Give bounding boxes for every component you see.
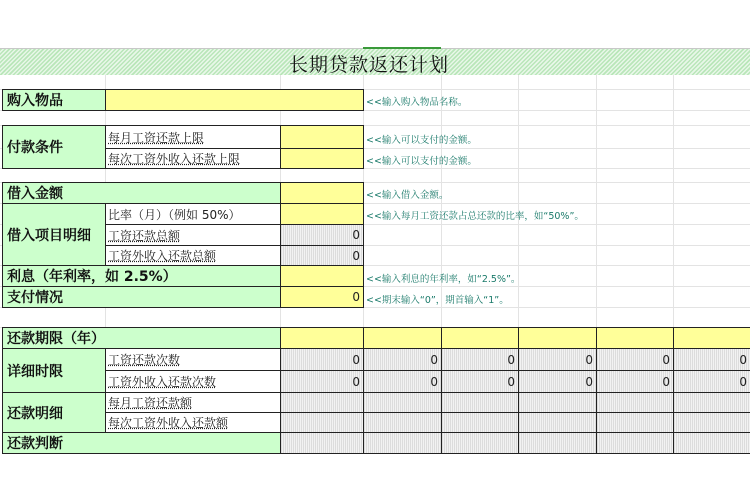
extra-income-repay-2[interactable]: [363, 412, 442, 433]
sheet-title: 长期贷款返还计划: [289, 54, 450, 76]
extra-income-repay-6[interactable]: [673, 412, 750, 433]
monthly-salary-repay-3[interactable]: [441, 392, 519, 413]
salary-repay-count-1[interactable]: 0: [280, 348, 364, 371]
purchase-label: 购入物品: [2, 89, 106, 111]
monthly-ratio-label: 比率（月）（例如 50%）: [105, 203, 281, 225]
interest-input[interactable]: [280, 265, 364, 287]
monthly-ratio-note: <<输入每月工资还款占总还款的比率，如“50%”。: [366, 211, 584, 222]
purchase-note: <<输入购入物品名称。: [366, 97, 468, 108]
loan-amount-label: 借入金额: [2, 182, 281, 204]
salary-repay-total-text: 工资还款总额: [108, 228, 181, 243]
repayment-period-year-5[interactable]: [596, 327, 674, 349]
payment-terms-label: 付款条件: [2, 125, 106, 169]
purchase-input[interactable]: [105, 89, 364, 111]
extra-repay-count-1[interactable]: 0: [280, 370, 364, 393]
monthly-salary-repay-text: 每月工资还款额: [108, 396, 193, 410]
repayment-details-label: 还款明细: [2, 392, 106, 433]
extra-income-cap-label: [105, 148, 281, 169]
payment-status-input[interactable]: 0: [280, 286, 364, 308]
salary-repay-count-label: [105, 348, 281, 371]
monthly-salary-repay-1[interactable]: [280, 392, 364, 413]
interest-label: 利息（年利率，如 2.5%）: [2, 265, 281, 287]
repayment-period-year-3[interactable]: [441, 327, 519, 349]
extra-repay-count-label: [105, 370, 281, 393]
extra-income-repay-text: 每次工资外收入还款额: [108, 416, 229, 430]
repayment-period-label: 还款期限（年）: [2, 327, 281, 349]
repayment-judgment-5[interactable]: [596, 432, 674, 454]
extra-income-repay-3[interactable]: [441, 412, 519, 433]
repayment-judgment-1[interactable]: [280, 432, 364, 454]
salary-repay-count-6[interactable]: 0: [673, 348, 750, 371]
interest-note: <<输入利息的年利率，如“2.5%”。: [366, 274, 521, 285]
extra-income-repay-4[interactable]: [518, 412, 597, 433]
repayment-period-year-1[interactable]: [280, 327, 364, 349]
monthly-salary-repay-2[interactable]: [363, 392, 442, 413]
salary-repay-total-label: [105, 224, 281, 246]
extra-income-repay-1[interactable]: [280, 412, 364, 433]
extra-repay-total-label: [105, 245, 281, 266]
extra-repay-count-text: 工资外收入还款次数: [108, 375, 217, 389]
repayment-period-year-4[interactable]: [518, 327, 597, 349]
salary-repay-count-3[interactable]: 0: [441, 348, 519, 371]
cell-selection-indicator: [363, 47, 441, 49]
monthly-salary-cap-input[interactable]: [280, 125, 364, 149]
extra-income-cap-input[interactable]: [280, 148, 364, 169]
monthly-salary-repay-6[interactable]: [673, 392, 750, 413]
extra-repay-count-6[interactable]: 0: [673, 370, 750, 393]
monthly-salary-repay-4[interactable]: [518, 392, 597, 413]
extra-repay-total-value[interactable]: 0: [280, 245, 364, 266]
repayment-judgment-4[interactable]: [518, 432, 597, 454]
monthly-salary-repay-5[interactable]: [596, 392, 674, 413]
extra-repay-count-2[interactable]: 0: [363, 370, 442, 393]
repayment-judgment-3[interactable]: [441, 432, 519, 454]
payment-status-label: 支付情况: [2, 286, 281, 308]
monthly-salary-cap-label: [105, 125, 281, 149]
salary-repay-count-text: 工资还款次数: [108, 353, 181, 367]
repayment-period-year-6[interactable]: [673, 327, 750, 349]
monthly-salary-repay-label: [105, 392, 281, 413]
loan-amount-input[interactable]: [280, 182, 364, 204]
salary-repay-count-5[interactable]: 0: [596, 348, 674, 371]
salary-repay-total-value[interactable]: 0: [280, 224, 364, 246]
extra-income-repay-5[interactable]: [596, 412, 674, 433]
extra-repay-total-text: 工资外收入还款总额: [108, 249, 217, 263]
monthly-salary-cap-note: <<输入可以支付的金额。: [366, 135, 477, 146]
repayment-judgment-2[interactable]: [363, 432, 442, 454]
extra-repay-count-4[interactable]: 0: [518, 370, 597, 393]
repayment-period-year-2[interactable]: [363, 327, 442, 349]
monthly-ratio-input[interactable]: [280, 203, 364, 225]
loan-amount-note: <<输入借入金额。: [366, 190, 449, 201]
extra-repay-count-5[interactable]: 0: [596, 370, 674, 393]
payment-status-note: <<期末输入“0”，期首输入“1”。: [366, 295, 509, 306]
monthly-salary-cap-text: 每月工资还款上限: [108, 130, 205, 145]
extra-income-cap-text: 每次工资外收入还款上限: [108, 152, 241, 166]
extra-income-repay-label: [105, 412, 281, 433]
repayment-judgment-6[interactable]: [673, 432, 750, 454]
salary-repay-count-4[interactable]: 0: [518, 348, 597, 371]
extra-repay-count-3[interactable]: 0: [441, 370, 519, 393]
extra-income-cap-note: <<输入可以支付的金额。: [366, 156, 477, 167]
salary-repay-count-2[interactable]: 0: [363, 348, 442, 371]
loan-details-label: 借入项目明细: [2, 203, 106, 266]
repayment-judgment-label: 还款判断: [2, 432, 281, 454]
detailed-period-label: 详细时限: [2, 348, 106, 393]
